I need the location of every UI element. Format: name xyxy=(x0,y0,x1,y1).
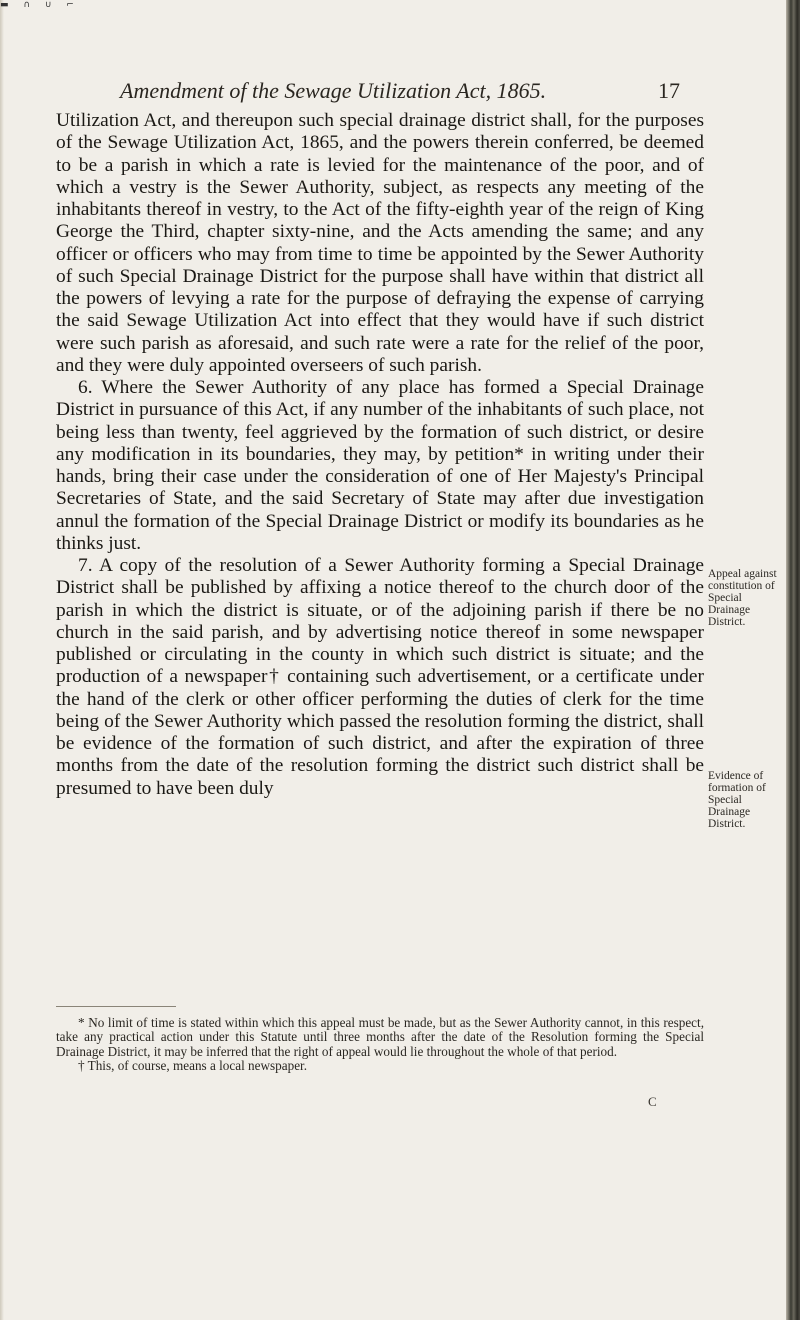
previous-page-fragment: ▬ ∩ ∪ ⌐ xyxy=(0,0,80,8)
footnotes xyxy=(56,1016,704,1074)
main-text xyxy=(56,110,704,800)
page-number: 17 xyxy=(658,78,680,103)
paragraph-continued: Utilization Act, and thereupon such special drainage district shall, for the purposes of the Sewage Utilization Act, 1865, and the powers therein conferred, be deemed to be a parish in which a rate is levied for the maintenance of the poor, and of which a vestry is the Sewer Authority, subject, as respects any meeting of the inhabitants thereof in vestry, to the Act of the fifty-eighth year of the reign of King George the Third, chapter sixty-nine, and the Acts amending the same; and any officer or officers who may from time to time be appointed by the Sewer Authority of such Special Drainage District for the purpose shall have within that district all the powers of levying a rate for the purpose of defraying the expense of carrying the said Sewage Utilization Act into effect that they would have if such district were such parish as aforesaid, and such rate were a rate for the relief of the poor, and they were duly appointed overseers of such parish. xyxy=(56,110,704,376)
signature-mark: C xyxy=(648,1094,657,1109)
footnote-2: † This, of course, means a local newspaper. xyxy=(78,1058,308,1074)
paragraph-section-7: 7. A copy of the resolution of a Sewer Authority forming a Special Drainage District shall be published by affixing a notice thereof to the church door of the parish in which the district is situate, or of the adjoining parish if there be no church in the said parish, and by advertising notice thereof in some newspaper published or circulating in the county in which such district is situate; and the production of a newspaper† containing such advertisement, or a certificate under the hand of the clerk or other officer performing the duties of clerk for the time being of the Sewer Authority which passed the resolution forming the district, shall be evidence of the formation of such district, and after the expiration of three months from the date of the resolution forming the district such district shall be presumed to have been duly xyxy=(56,555,704,799)
footnote-divider xyxy=(56,1006,176,1007)
paragraph-section-6: 6. Where the Sewer Authority of any place has formed a Special Drainage District in pursuance of this Act, if any number of the inhabitants of such place, not being less than twenty, feel aggrieved by the formation of such district, or desire any modification in its boundaries, they may, by petition* in writing under their hands, bring their case under the consideration of one of Her Majesty's Principal Secretaries of State, and the said Secretary of State may after due investigation annul the formation of the Special Drainage District or modify its boundaries as he thinks just. xyxy=(56,377,704,554)
book-edge xyxy=(786,0,800,1320)
page-gutter-shadow xyxy=(0,0,4,1320)
margin-note-appeal: Appeal against constitution of Special Drainage District. xyxy=(708,568,777,628)
running-head-title: Amendment of the Sewage Utilization Act, 1865. xyxy=(120,78,547,103)
margin-note-evidence: Evidence of formation of Special Drainage District. xyxy=(708,770,766,830)
footnote-1: * No limit of time is stated within which this appeal must be made, but as the Sewer Authority cannot, in this respect, take any practical action under this Statute until three months after the date of the Resolution forming the Special Drainage District, it may be inferred that the right of appeal would lie throughout the whole of that period. xyxy=(56,1015,704,1059)
running-head xyxy=(120,78,680,108)
